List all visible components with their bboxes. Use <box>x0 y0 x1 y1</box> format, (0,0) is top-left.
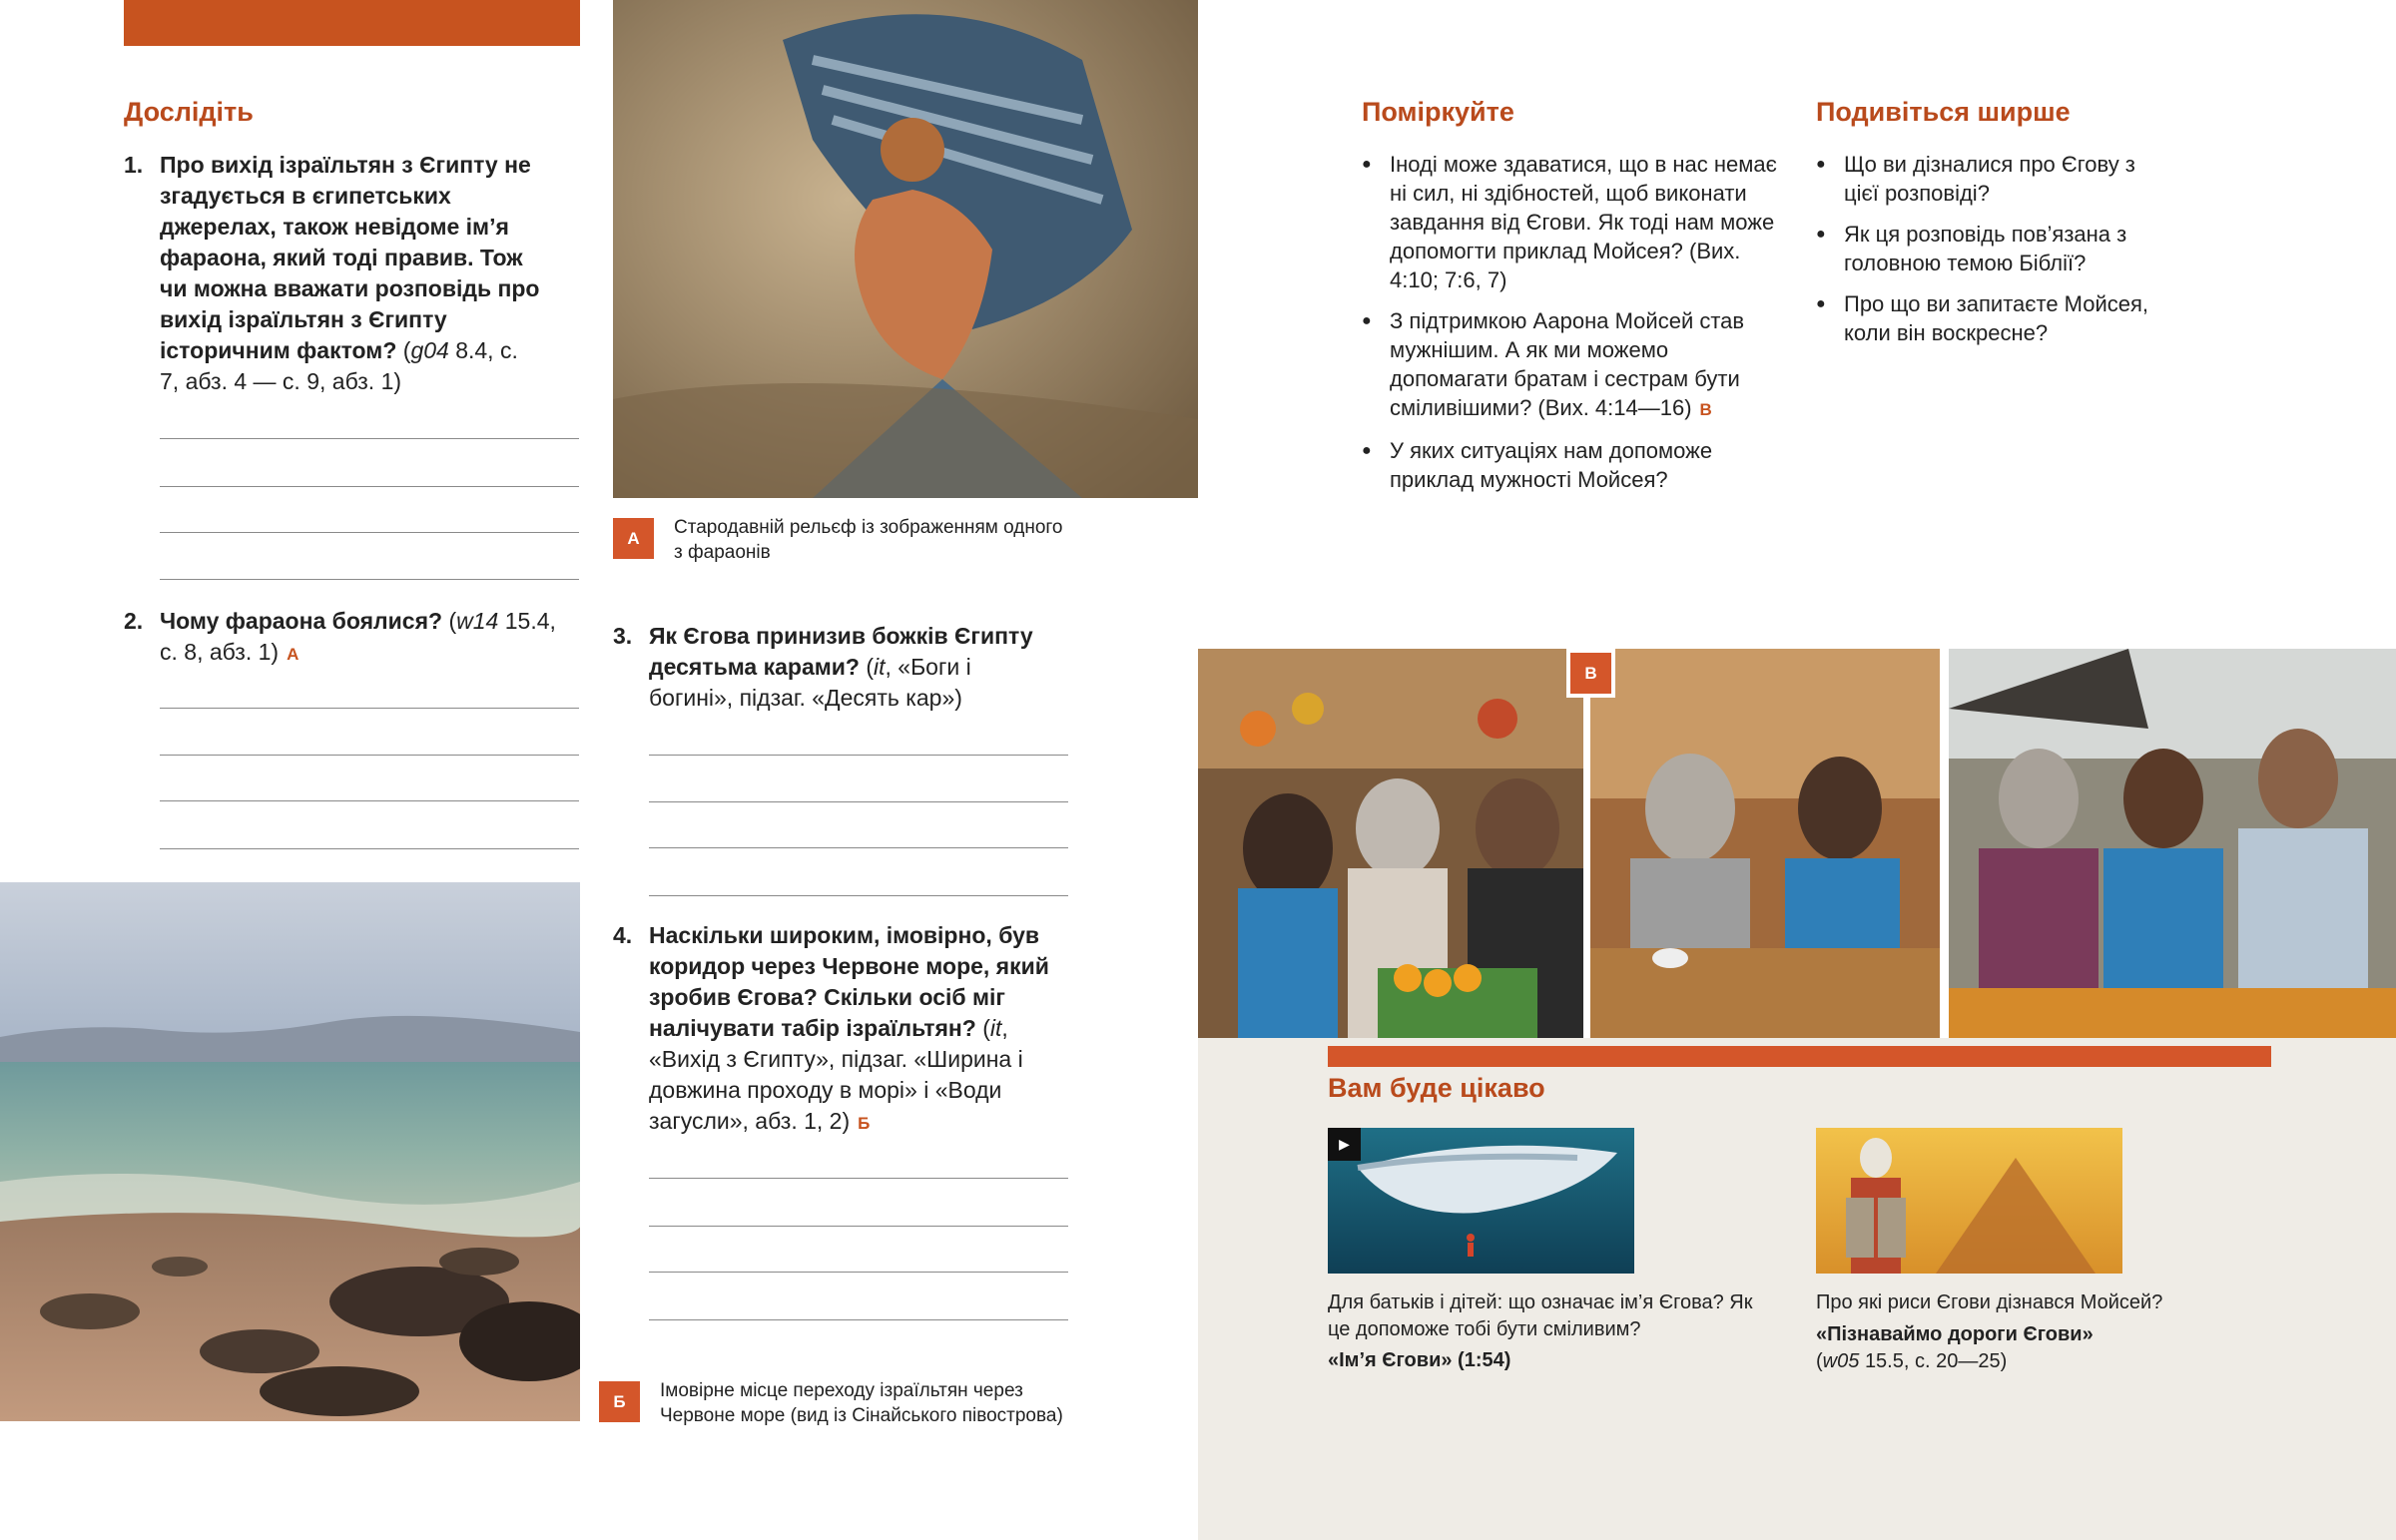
list-item <box>1362 150 1781 294</box>
question-text: Про вихід ізраїльтян з Єгипту не згадується в єгипетських джерелах, також невідоме ім’я фараона, який тоді правив. Тож чи можна вважати розповідь про вихід ізраїльтян з Єгипту історичним фактом? <box>160 152 540 363</box>
red-sea-image <box>0 882 580 1421</box>
list-item-text: Що ви дізналися про Єгову з цієї розповіді? <box>1844 152 2135 206</box>
image-reference-mark[interactable]: В <box>1699 400 1712 419</box>
answer-line <box>160 438 579 439</box>
caption-b: Імовірне місце переходу ізраїльтян через Червоне море (вид із Сінайського півострова) <box>660 1380 1063 1426</box>
pharaoh-relief-image <box>613 0 1198 498</box>
answer-line <box>160 486 579 487</box>
article-reference: «Пізнаваймо дороги Єгови» (w05 15.5, с. 20—25) <box>1816 1323 2094 1372</box>
answer-line <box>649 1272 1068 1273</box>
reference-text: 8.4, с. 7, абз. 4 — с. 9, абз. 1) <box>160 337 518 394</box>
moses-image <box>1816 1128 2122 1274</box>
answer-line <box>160 800 579 801</box>
publication-code: w14 <box>456 608 499 634</box>
answer-line <box>649 847 1068 848</box>
article-thumbnail[interactable] <box>1816 1128 2122 1274</box>
publication-code: it <box>989 1015 1002 1041</box>
caption-a: Стародавній рельєф із зображенням одного з фараонів <box>674 517 1063 563</box>
reflect-heading: Поміркуйте <box>1362 97 1514 127</box>
image-reference-mark[interactable]: Б <box>858 1114 871 1133</box>
list-item <box>1362 306 1781 424</box>
answer-line <box>160 755 579 756</box>
image-reference-mark[interactable]: А <box>287 645 300 664</box>
red-sea-photo <box>0 882 580 1421</box>
market-photo-strip <box>1198 649 2396 1038</box>
question-number: 1. <box>124 152 144 178</box>
pharaoh-relief-photo <box>613 0 1198 498</box>
caption-badge-a: А <box>613 518 654 559</box>
list-item <box>1816 289 2175 347</box>
question-number: 4. <box>613 922 633 948</box>
answer-line <box>649 1319 1068 1320</box>
answer-line <box>649 755 1068 756</box>
market-photo-3 <box>1949 649 2396 1038</box>
list-item-text: Як ця розповідь пов’язана з головною темою Біблії? <box>1844 222 2127 275</box>
research-heading: Дослідіть <box>124 97 254 127</box>
answer-line <box>160 579 579 580</box>
question-2: 2. Чому фараона боялися? (w14 15.4, с. 8, абз. 1) А <box>124 608 556 665</box>
list-item <box>1816 220 2175 277</box>
broader-list <box>1816 150 2175 359</box>
answer-line <box>649 801 1068 802</box>
list-item <box>1816 150 2175 208</box>
interest-heading: Вам буде цікаво <box>1328 1073 1545 1103</box>
reflect-list <box>1362 150 1781 506</box>
video-thumbnail[interactable] <box>1328 1128 1634 1274</box>
reference-text: 15.4, с. 8, абз. 1) <box>160 608 556 665</box>
play-icon[interactable]: ▶ <box>1328 1128 1361 1161</box>
answer-line <box>160 708 579 709</box>
question-text: Як Єгова принизив божків Єгипту десятьма карами? <box>649 623 1033 680</box>
interest-accent-bar <box>1328 1046 2271 1067</box>
decorative-band <box>124 0 580 46</box>
article-title-link[interactable]: «Пізнаваймо дороги Єгови» <box>1816 1323 2094 1345</box>
publication-code: it <box>874 654 886 680</box>
market-photo-2 <box>1590 649 1940 1038</box>
reference-text: , «Боги і богині», підзаг. «Десять кар») <box>649 654 971 711</box>
publication-code: w05 <box>1822 1350 1860 1372</box>
question-3: 3. Як Єгова принизив божків Єгипту десятьма карами? (it, «Боги і богині», підзаг. «Десять кар») <box>613 623 1033 711</box>
list-item-text: З підтримкою Аарона Мойсей став мужнішим. А як ми можемо допомагати братам і сестрам бути сміливішими? (Вих. 4:14—16) <box>1390 308 1745 420</box>
answer-line <box>649 895 1068 896</box>
question-number: 3. <box>613 623 633 649</box>
caption-badge-v: В <box>1566 649 1615 698</box>
answer-line <box>649 1178 1068 1179</box>
list-item <box>1362 436 1781 494</box>
broader-heading: Подивіться ширше <box>1816 97 2071 127</box>
publication-code: g04 <box>410 337 449 363</box>
question-1: 1. Про вихід ізраїльтян з Єгипту не згадується в єгипетських джерелах, також невідоме ім’я фараона, який тоді правив. Тож чи можна вважати розповідь про вихід ізраїльтян з Єгипту історичним фактом? (g04 8.4, с. 7, абз. 4 — с. 9, абз. 1) <box>124 152 540 394</box>
question-4: 4. Наскільки широким, імовірно, був коридор через Червоне море, який зробив Єгова? Скільки осіб міг налічувати табір ізраїльтян? (it, «Вихід з Єгипту», підзаг. «Ширина і довжина проходу в морі» і «Води загусли», абз. 1, 2) Б <box>613 922 1049 1134</box>
reference-text: , «Вихід з Єгипту», підзаг. «Ширина і довжина проходу в морі» і «Води загусли», абз. 1, 2) <box>649 1015 1023 1134</box>
question-text: Чому фараона боялися? <box>160 608 443 634</box>
video-title-link[interactable]: «Ім’я Єгови» (1:54) <box>1328 1349 1511 1371</box>
answer-line <box>160 848 579 849</box>
answer-line <box>649 1226 1068 1227</box>
reference-text: 15.5, с. 20—25) <box>1864 1350 2008 1372</box>
list-item-text: У яких ситуаціях нам допоможе приклад мужності Мойсея? <box>1390 438 1713 492</box>
market-photo-1 <box>1198 649 1583 1038</box>
whale-image <box>1328 1128 1634 1274</box>
question-text: Наскільки широким, імовірно, був коридор через Червоне море, який зробив Єгова? Скільки осіб міг налічувати табір ізраїльтян? <box>649 922 1049 1041</box>
video-description: Для батьків і дітей: що означає ім’я Єгова? Як це допоможе тобі бути сміливим? <box>1328 1291 1753 1340</box>
question-number: 2. <box>124 608 144 634</box>
list-item-text: Про що ви запитаєте Мойсея, коли він воскресне? <box>1844 291 2149 345</box>
answer-line <box>160 532 579 533</box>
list-item-text: Іноді може здаватися, що в нас немає ні сил, ні здібностей, щоб виконати завдання від Єгови. Як тоді нам може допомогти приклад Мойсея? (Вих. 4:10; 7:6, 7) <box>1390 152 1777 292</box>
caption-badge-b: Б <box>599 1381 640 1422</box>
article-description: Про які риси Єгови дізнався Мойсей? <box>1816 1291 2163 1313</box>
